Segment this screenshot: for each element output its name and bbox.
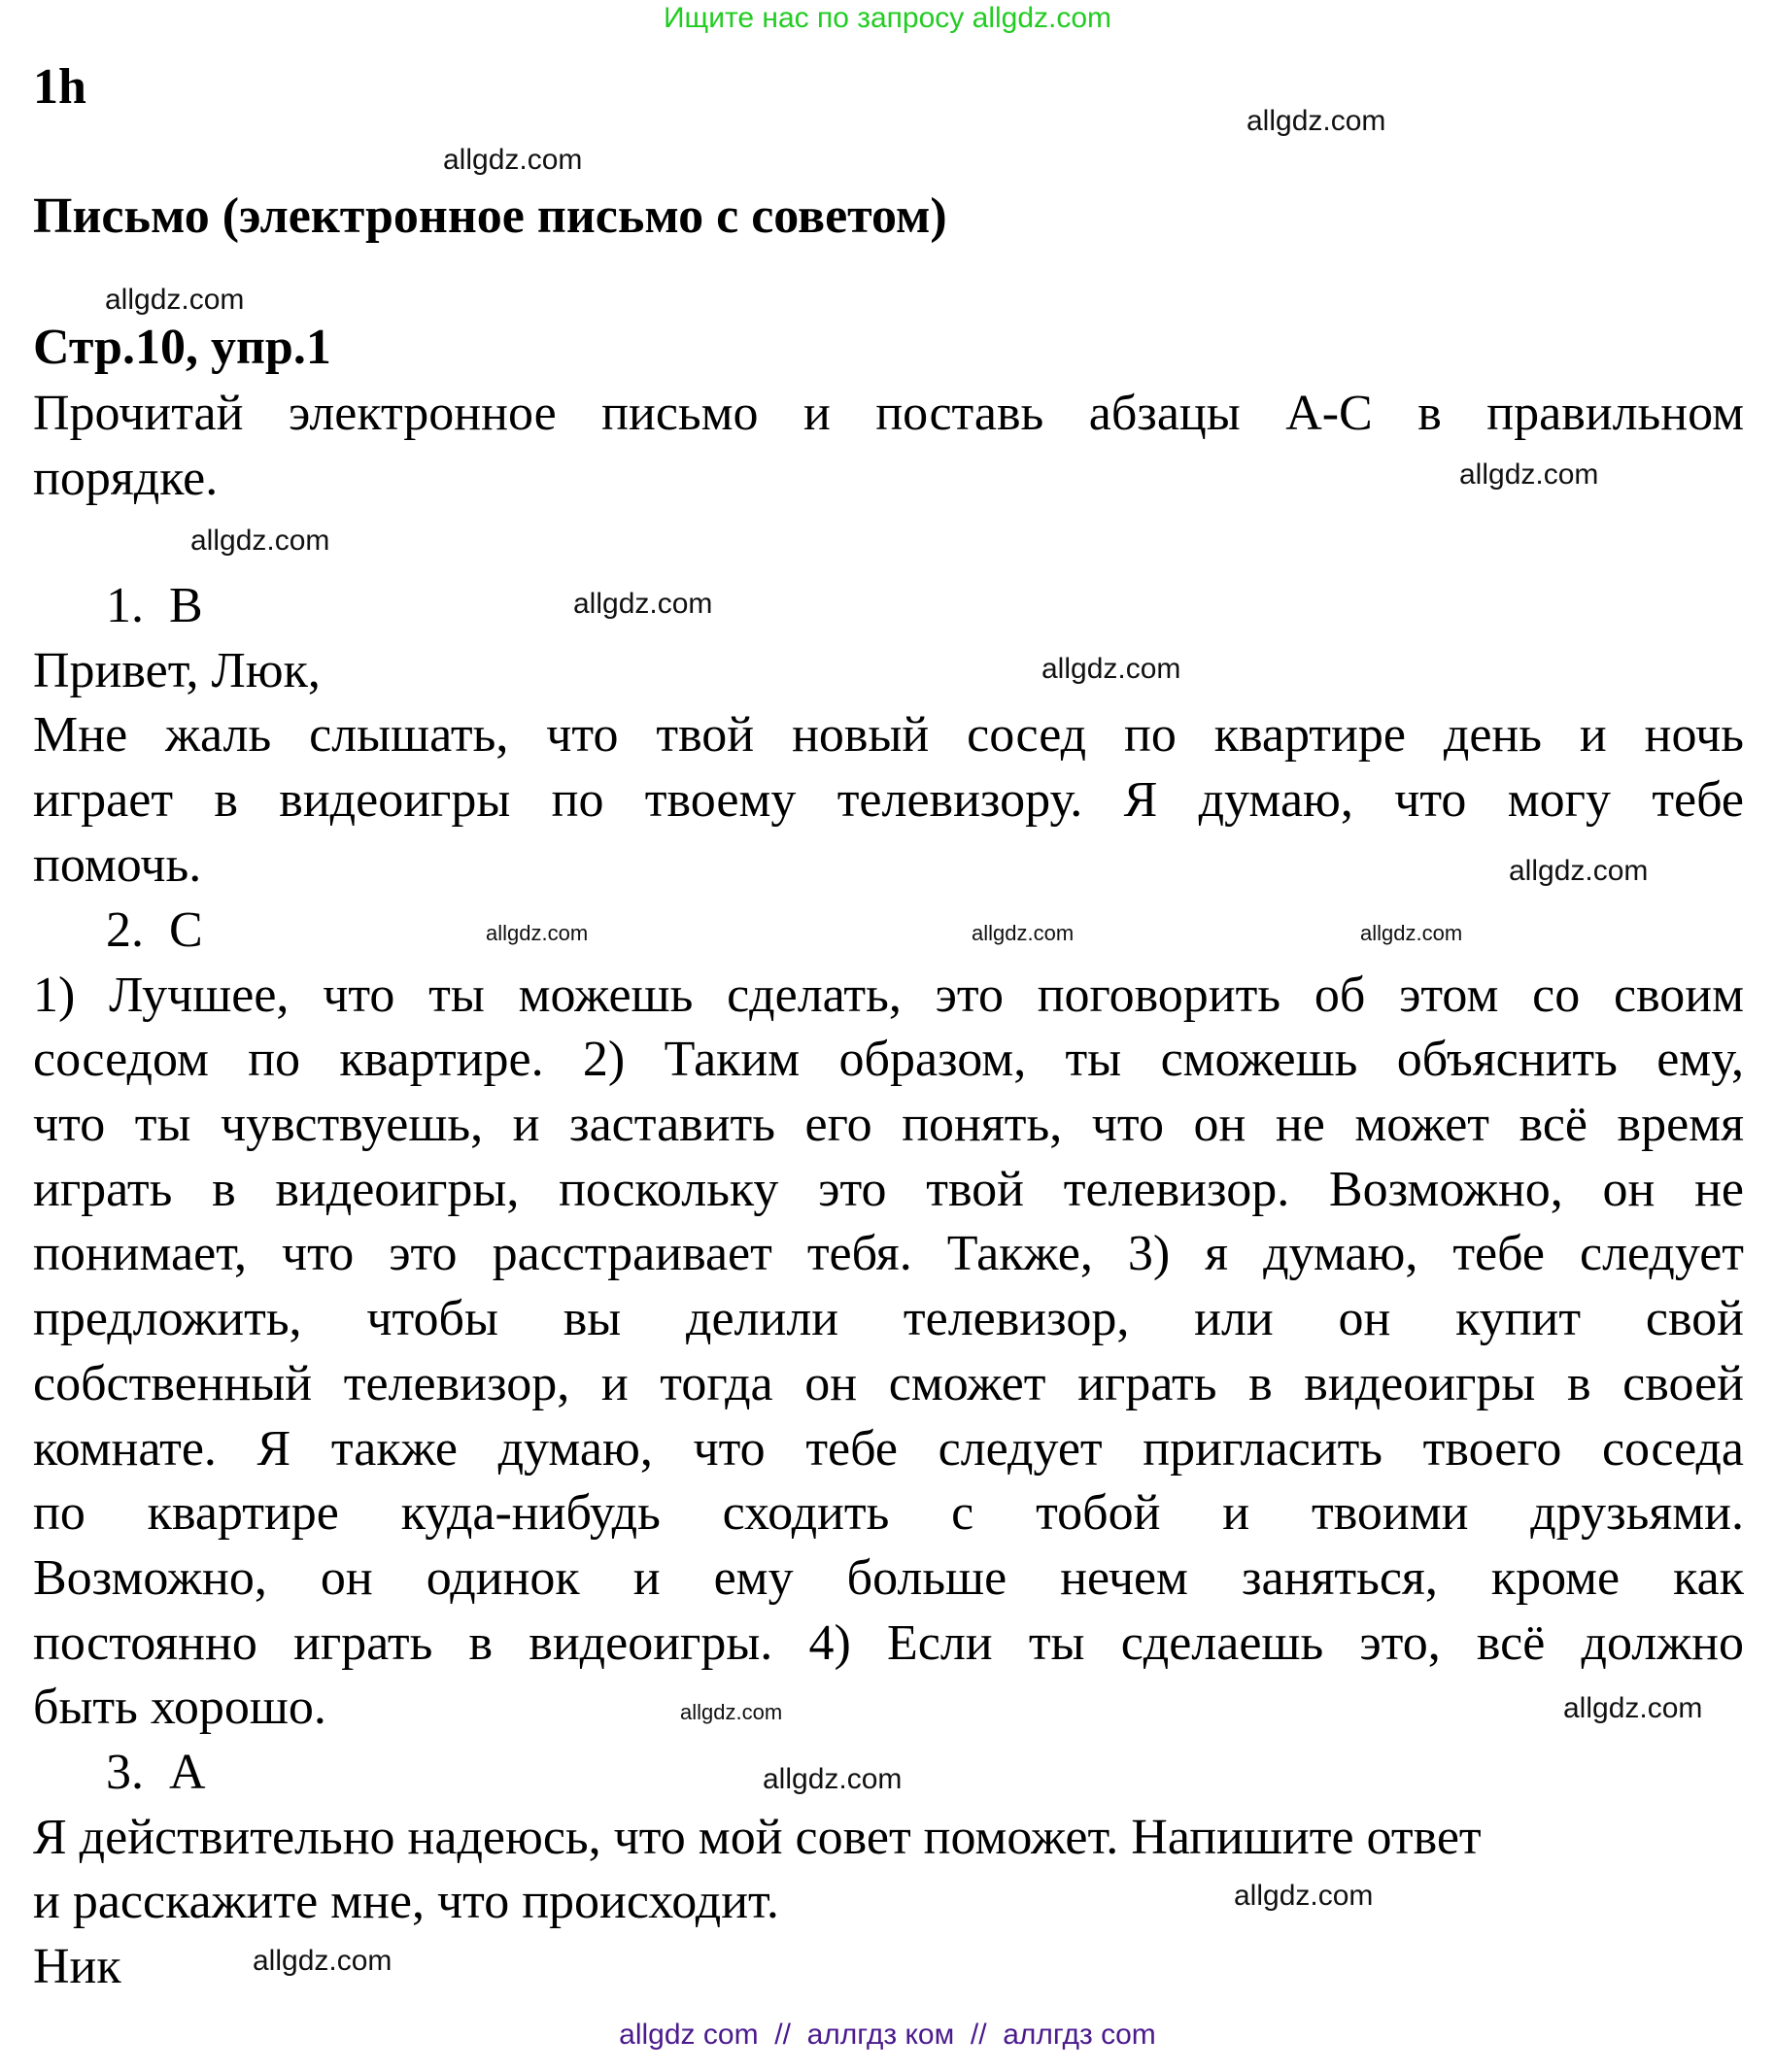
answer-signature: Ник: [33, 1939, 121, 1995]
answer-line: постоянно играть в видеоигры. 4) Если ты сделаешь это, всё должно: [33, 1614, 1744, 1671]
answer-line: собственный телевизор, и тогда он сможет играть в видеоигры в своей: [33, 1355, 1744, 1411]
answer-line: и расскажите мне, что происходит.: [33, 1874, 779, 1930]
watermark: allgdz.com: [253, 1945, 393, 1977]
answer-number: [33, 574, 203, 639]
answer-line: помочь.: [33, 836, 202, 893]
answer-line: Мне жаль слышать, что твой новый сосед по квартире день и ночь: [33, 707, 1744, 764]
answer-number: [33, 1741, 206, 1806]
answer-line: играть в видеоигры, поскольку это твой телевизор. Возможно, он не: [33, 1161, 1744, 1217]
answer-line: предложить, чтобы вы делили телевизор, или он купит свой: [33, 1291, 1744, 1347]
answer-index: 2.: [106, 902, 144, 958]
answer-number: [33, 899, 203, 964]
watermark: allgdz.com: [1246, 105, 1386, 137]
task-line: Прочитай электронное письмо и поставь абзацы A-C в правильном: [33, 386, 1744, 441]
answer-index: 3.: [106, 1745, 144, 1800]
watermark: allgdz.com: [105, 284, 245, 316]
answer-line: Возможно, он одинок и ему больше нечем заняться, кроме как: [33, 1549, 1744, 1606]
watermark: allgdz.com: [486, 921, 589, 945]
answer-letter: C: [169, 902, 203, 958]
answer-line: комнате. Я также думаю, что тебе следует пригласить твоего соседа: [33, 1420, 1744, 1477]
answer-line: играет в видеоигры по твоему телевизору. Я думаю, что могу тебе: [33, 772, 1744, 829]
exercise-title: Стр.10, упр.1: [33, 320, 331, 375]
answer-letter: A: [169, 1745, 206, 1800]
answer-letter: B: [169, 578, 203, 633]
answer-line: соседом по квартире. 2) Таким образом, ты сможешь объяснить ему,: [33, 1032, 1744, 1088]
watermark: allgdz.com: [680, 1700, 783, 1724]
watermark: allgdz.com: [443, 144, 583, 176]
section-title: Письмо (электронное письмо с советом): [33, 188, 947, 244]
answer-2: [33, 899, 1744, 1741]
watermark: allgdz.com: [1459, 459, 1599, 491]
search-banner[interactable]: Ищите нас по запросу allgdz.com: [663, 2, 1112, 34]
watermark: allgdz.com: [1234, 1880, 1374, 1912]
watermark: allgdz.com: [1509, 855, 1649, 887]
answer-line: быть хорошо.: [33, 1680, 326, 1736]
answer-line: что ты чувствуешь, и заставить его понять, что он не может всё время: [33, 1097, 1744, 1153]
watermark: allgdz.com: [190, 525, 330, 557]
answer-line: по квартире куда-нибудь сходить с тобой и твоими друзьями.: [33, 1485, 1744, 1542]
answer-1: [33, 574, 1744, 898]
task-text: [33, 382, 1744, 511]
watermark: allgdz.com: [1563, 1692, 1703, 1724]
answer-line: Я действительно надеюсь, что мой совет поможет. Напишите ответ: [33, 1809, 1482, 1865]
watermark: allgdz.com: [573, 588, 713, 620]
watermark: allgdz.com: [972, 921, 1075, 945]
answer-line: 1) Лучшее, что ты можешь сделать, это поговорить об этом со своим: [33, 967, 1744, 1023]
unit-label: 1h: [33, 59, 86, 115]
watermark: allgdz.com: [1041, 653, 1181, 685]
task-line: порядке.: [33, 450, 219, 506]
answer-index: 1.: [106, 578, 144, 633]
answer-line: Привет, Люк,: [33, 642, 321, 698]
answer-line: понимает, что это расстраивает тебя. Также, 3) я думаю, тебе следует: [33, 1226, 1744, 1282]
watermark: allgdz.com: [1360, 921, 1463, 945]
watermark: allgdz.com: [763, 1763, 903, 1795]
footer-links[interactable]: allgdz com // аллгдз ком // аллгдз com: [619, 2019, 1156, 2051]
